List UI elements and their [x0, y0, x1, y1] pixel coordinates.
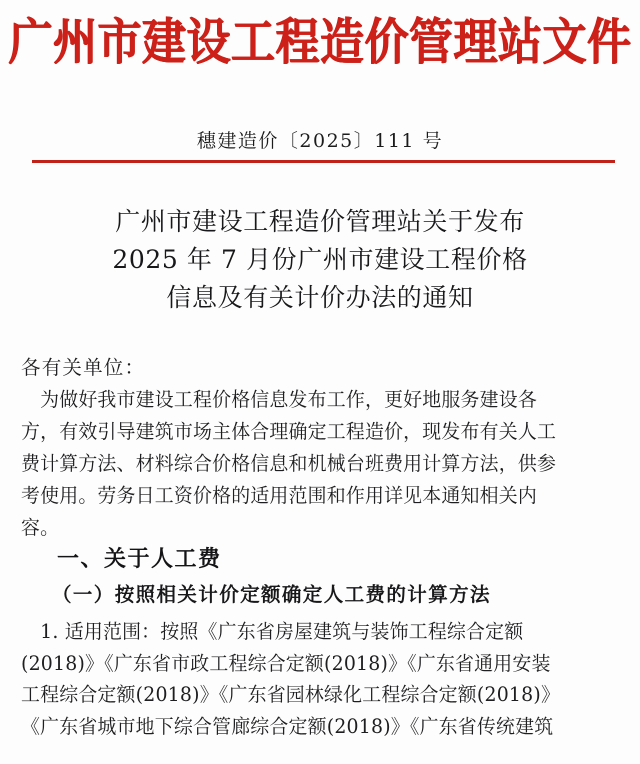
section-heading-1: 一、关于人工费 [57, 547, 222, 572]
main-title [0, 203, 640, 317]
body-paragraph-line: 考使用。劳务日工资价格的适用范围和作用详见本通知相关内 [21, 484, 537, 507]
main-title-line-2: 2025 年 7 月份广州市建设工程价格 [112, 245, 528, 274]
body-paragraph-line: 为做好我市建设工程价格信息发布工作，更好地服务建设各 [21, 388, 537, 411]
tail-paragraph-line: 《广东省城市地下综合管廊综合定额(2018)》《广东省传统建筑 [21, 714, 554, 738]
document-number: 穗建造价〔2025〕111 号 [196, 130, 444, 152]
letterhead [0, 14, 640, 72]
subsection-heading-1-1: （一）按照相关计价定额确定人工费的计算方法 [52, 583, 491, 606]
tail-paragraph-line: (2018)》《广东省市政工程综合定额(2018)》《广东省通用安装 [21, 651, 551, 675]
letterhead-title: 广州市建设工程造价管理站文件 [8, 14, 632, 72]
body-paragraph-line: 方，有效引导建筑市场主体合理确定工程造价，现发布有关人工 [21, 420, 557, 443]
tail-text [21, 616, 639, 742]
main-title-line-3: 信息及有关计价办法的通知 [166, 283, 474, 312]
red-separator-rule [32, 160, 615, 163]
tail-paragraph-line: 1. 适用范围：按照《广东省房屋建筑与装饰工程综合定额 [21, 620, 524, 643]
main-title-line-1: 广州市建设工程造价管理站关于发布 [115, 207, 525, 236]
salutation: 各有关单位： [21, 356, 146, 379]
body-text [21, 352, 621, 544]
tail-paragraph-line: 工程综合定额(2018)》《广东省园林绿化工程综合定额(2018)》 [21, 683, 561, 706]
body-paragraph-line: 费计算方法、材料综合价格信息和机械台班费用计算方法，供参 [21, 452, 557, 475]
body-paragraph-line: 容。 [21, 516, 60, 539]
